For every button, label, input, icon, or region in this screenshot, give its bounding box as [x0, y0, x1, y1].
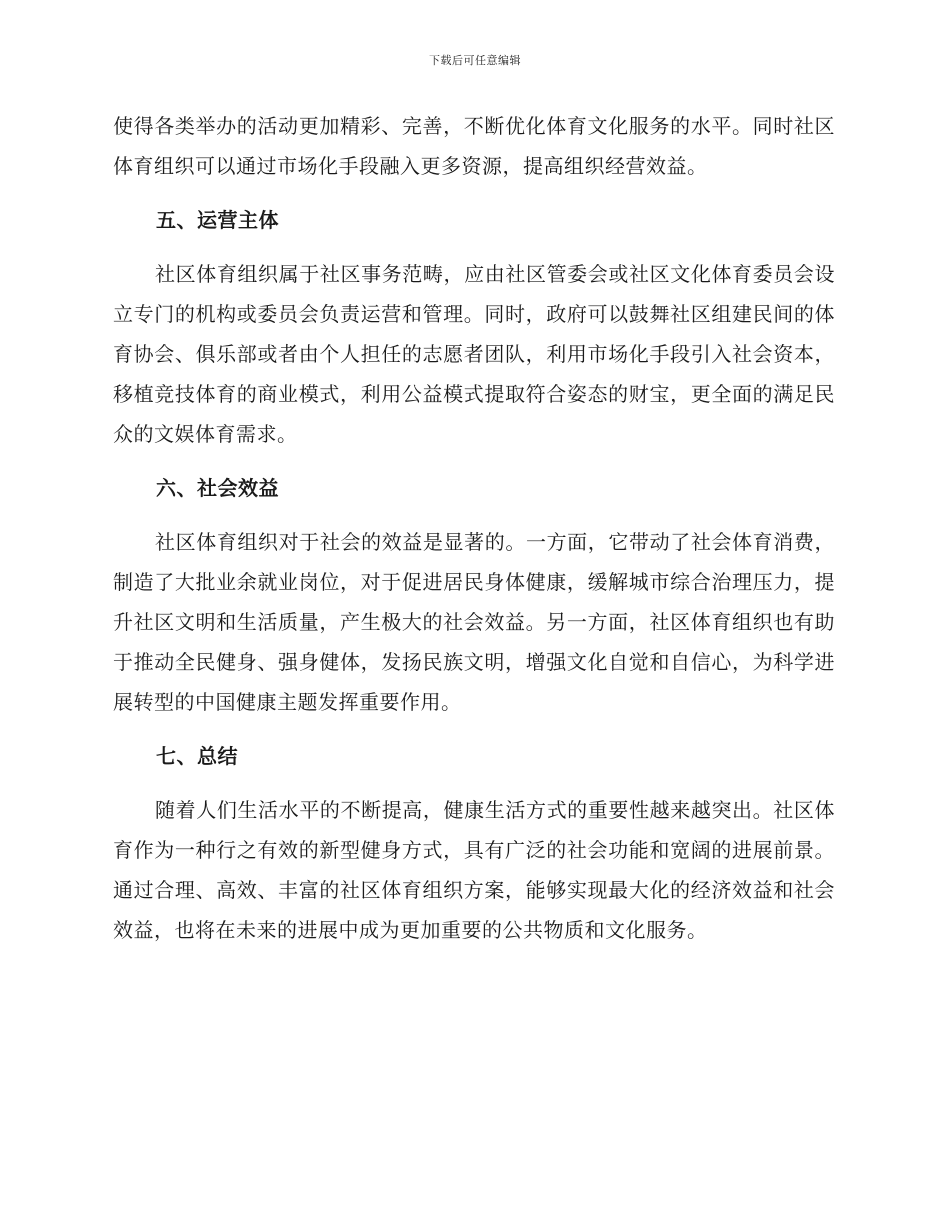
- section-heading: 六、社会效益: [156, 476, 279, 500]
- section-social-benefits: [113, 468, 835, 722]
- section-heading: 五、运营主体: [156, 208, 279, 232]
- intro-paragraph: 使得各类举办的活动更加精彩、完善，不断优化体育文化服务的水平。同时社区体育组织可以通过市场化手段融入更多资源，提高组织经营效益。: [113, 114, 835, 178]
- section-paragraph: 随着人们生活水平的不断提高，健康生活方式的重要性越来越突出。社区体育作为一种行之有效的新型健身方式，具有广泛的社会功能和宽阔的进展前景。通过合理、高效、丰富的社区体育组织方案，能够实现最大化的经济效益和社会效益，也将在未来的进展中成为更加重要的公共物质和文化服务。: [113, 798, 835, 942]
- header-note: 下载后可任意编辑: [429, 54, 521, 67]
- section-heading: 七、总结: [156, 744, 238, 768]
- document-body: [113, 106, 835, 950]
- section-operating-body: [113, 200, 835, 454]
- section-paragraph: 社区体育组织对于社会的效益是显著的。一方面，它带动了社会体育消费，制造了大批业余就业岗位，对于促进居民身体健康，缓解城市综合治理压力，提升社区文明和生活质量，产生极大的社会效益。另一方面，社区体育组织也有助于推动全民健身、强身健体，发扬民族文明，增强文化自觉和自信心，为科学进展转型的中国健康主题发挥重要作用。: [113, 530, 835, 714]
- section-paragraph: 社区体育组织属于社区事务范畴，应由社区管委会或社区文化体育委员会设立专门的机构或委员会负责运营和管理。同时，政府可以鼓舞社区组建民间的体育协会、俱乐部或者由个人担任的志愿者团队，利用市场化手段引入社会资本，移植竞技体育的商业模式，利用公益模式提取符合姿态的财宝，更全面的满足民众的文娱体育需求。: [113, 262, 835, 446]
- section-summary: [113, 736, 835, 950]
